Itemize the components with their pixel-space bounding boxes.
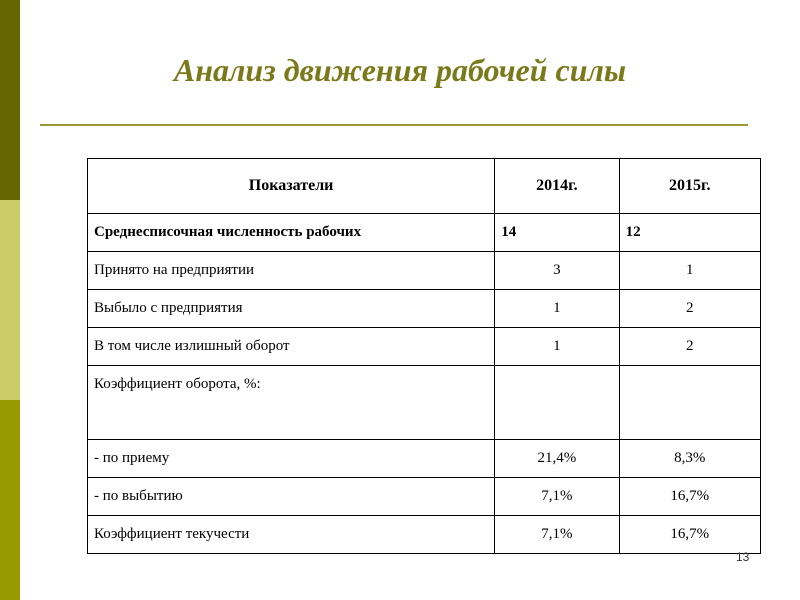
row-label: Принято на предприятии [88,252,495,290]
row-value-2015: 16,7% [619,478,760,516]
row-value-2014: 14 [495,214,619,252]
table-header-row [88,159,761,214]
table-row [88,214,761,252]
title-underline [40,124,748,126]
table-row [88,290,761,328]
row-value-2014: 1 [495,328,619,366]
side-accent-bar-middle [0,200,20,400]
table-row [88,252,761,290]
row-value-2015: 16,7% [619,516,760,554]
table-row [88,516,761,554]
page-number: 13 [736,550,750,564]
table-row [88,328,761,366]
side-accent-bar-bottom [0,400,20,600]
table-row [88,366,761,440]
row-value-2014: 21,4% [495,440,619,478]
row-value-2014: 7,1% [495,516,619,554]
row-label: Выбыло с предприятия [88,290,495,328]
row-label: - по выбытию [88,478,495,516]
row-value-2015: 12 [619,214,760,252]
row-value-2015: 2 [619,290,760,328]
row-value-2014: 7,1% [495,478,619,516]
table-row [88,440,761,478]
side-accent-bar-top [0,0,20,200]
row-value-2014: 3 [495,252,619,290]
row-label: Среднесписочная численность рабочих [88,214,495,252]
row-value-2015 [619,366,760,440]
row-value-2015: 2 [619,328,760,366]
header-2015: 2015г. [619,159,760,214]
workforce-table [87,158,761,554]
row-value-2015: 1 [619,252,760,290]
row-label: Коэффициент оборота, %: [88,366,495,440]
row-label: В том числе излишный оборот [88,328,495,366]
table-row [88,478,761,516]
row-label: Коэффициент текучести [88,516,495,554]
row-value-2014 [495,366,619,440]
row-value-2014: 1 [495,290,619,328]
slide-title: Анализ движения рабочей силы [173,52,627,88]
header-indicators: Показатели [88,159,495,214]
row-label: - по приему [88,440,495,478]
header-2014: 2014г. [495,159,619,214]
row-value-2015: 8,3% [619,440,760,478]
